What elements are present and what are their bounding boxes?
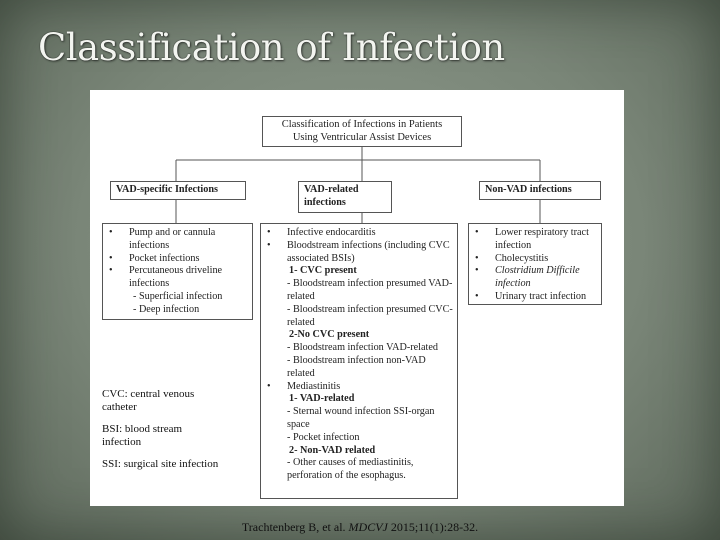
note-bsi: BSI: blood stream infection (102, 423, 183, 448)
sub-item: - Sternal wound infection SSI-organ space (287, 406, 435, 430)
column-non-vad (468, 223, 602, 305)
list-item (473, 291, 597, 304)
item-text: Lower respiratory tract infection (495, 227, 589, 251)
list-item (265, 240, 453, 266)
item-text: Pocket infections (129, 252, 200, 264)
list-item (107, 265, 248, 291)
bullet: • (267, 380, 271, 392)
note-cvc: CVC: central venous catheter (102, 388, 195, 413)
list-item (265, 227, 453, 240)
list-item (265, 381, 453, 394)
bullet: • (109, 227, 113, 238)
citation-journal: MDCVJ (348, 520, 388, 534)
item-text: Urinary tract infection (495, 290, 587, 302)
bullet: • (267, 239, 271, 251)
item-text: Bloodstream infections (including CVC associated BSIs) (287, 239, 450, 264)
subheading: 2-No CVC present (289, 329, 370, 341)
header-non-vad: Non-VAD infections (479, 181, 601, 200)
slide-title: Classification of Infection (38, 26, 505, 69)
sub-item: - Deep infection (133, 303, 200, 315)
citation-ref: 2015;11(1):28-32. (390, 520, 479, 534)
sub-item: - Superficial infection (133, 290, 223, 302)
list-item (107, 253, 248, 266)
item-text: Cholecystitis (495, 252, 549, 264)
item-text: Percutaneous driveline infections (129, 265, 223, 290)
list-item (107, 227, 248, 253)
sub-item: - Bloodstream infection VAD-related (287, 342, 438, 354)
sub-item: - Bloodstream infection non-VAD related (287, 354, 426, 379)
citation-authors: Trachtenberg B, et al. (241, 520, 346, 534)
column-vad-related (260, 223, 458, 499)
item-text: Mediastinitis (287, 380, 341, 392)
citation (0, 520, 720, 535)
bullet: • (267, 227, 271, 238)
bullet: • (475, 290, 479, 302)
header-vad-related: VAD-related infections (298, 181, 392, 213)
bullet: • (475, 265, 479, 277)
item-text: Infective endocarditis (287, 227, 376, 238)
item-text: Pump and or cannula infections (129, 227, 216, 251)
column-vad-specific (102, 223, 253, 320)
diagram-panel (90, 90, 624, 506)
root-line-1: Classification of Infections in Patients (281, 119, 443, 130)
bullet: • (475, 227, 479, 238)
sub-item: - Bloodstream infection presumed CVC-related (287, 303, 453, 328)
root-line-2: Using Ventricular Assist Devices (292, 131, 432, 143)
subheading: 1- CVC present (289, 265, 357, 277)
sub-item: - Pocket infection (287, 431, 360, 443)
root-box (262, 116, 462, 147)
note-ssi: SSI: surgical site infection (102, 458, 219, 470)
list-item (473, 265, 597, 291)
sub-item: - Other causes of mediastinitis, perforation of the esophagus. (287, 457, 414, 482)
bullet: • (475, 252, 479, 264)
list-item (473, 253, 597, 266)
bullet: • (109, 265, 113, 277)
list-item (473, 227, 597, 253)
subheading: 1- VAD-related (289, 393, 355, 405)
bullet: • (109, 252, 113, 264)
subheading: 2- Non-VAD related (289, 444, 376, 456)
sub-item: - Bloodstream infection presumed VAD-related (287, 278, 453, 302)
item-text: Clostridium Difficile infection (495, 265, 580, 290)
abbreviation-notes (102, 388, 222, 481)
header-vad-specific: VAD-specific Infections (110, 181, 246, 200)
